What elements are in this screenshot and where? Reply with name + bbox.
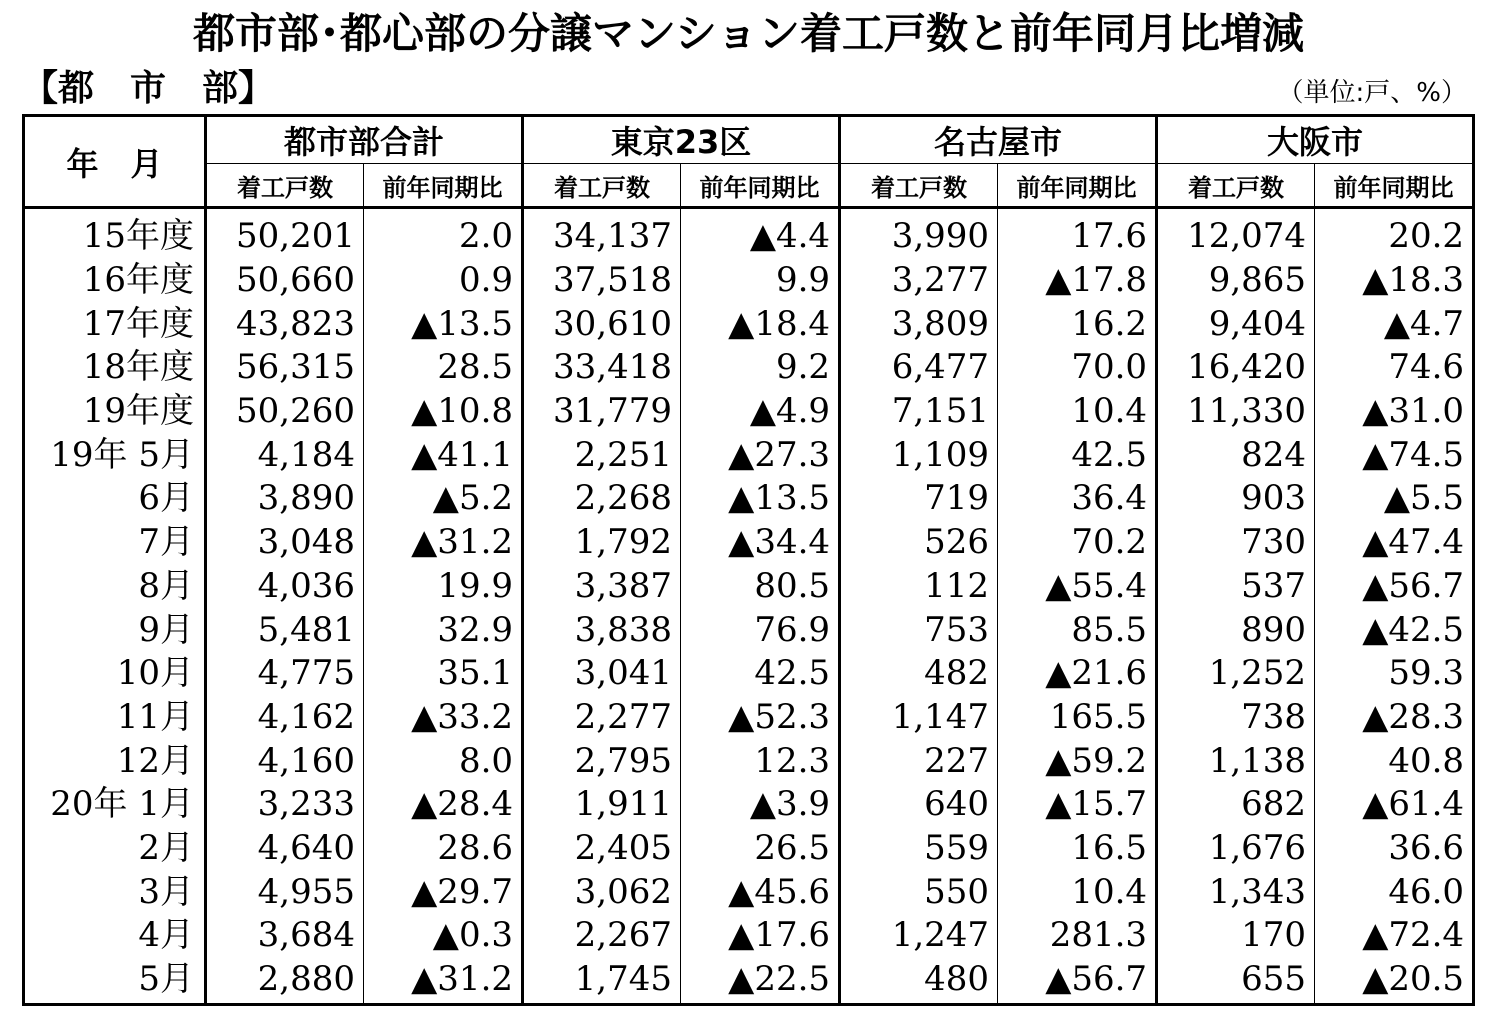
cell-yoy: ▲59.2 — [998, 739, 1157, 783]
table-header — [24, 116, 1474, 208]
cell-yoy: 26.5 — [681, 827, 840, 871]
cell-yoy: 76.9 — [681, 608, 840, 652]
cell-yoy: 165.5 — [998, 696, 1157, 740]
cell-starts: 3,062 — [523, 870, 681, 914]
cell-yoy: 281.3 — [998, 914, 1157, 958]
cell-starts: 4,160 — [206, 739, 364, 783]
cell-starts: 3,387 — [523, 565, 681, 609]
cell-starts: 3,233 — [206, 783, 364, 827]
cell-yoy: 40.8 — [1315, 739, 1474, 783]
cell-yoy: 0.9 — [364, 259, 523, 303]
cell-starts: 5,481 — [206, 608, 364, 652]
cell-yoy: 8.0 — [364, 739, 523, 783]
unit-label: （単位:戸、%） — [1277, 78, 1467, 108]
cell-yoy: 10.4 — [998, 390, 1157, 434]
cell-yoy: ▲42.5 — [1315, 608, 1474, 652]
cell-starts: 9,404 — [1157, 302, 1315, 346]
cell-starts: 3,048 — [206, 521, 364, 565]
cell-starts: 903 — [1157, 477, 1315, 521]
cell-starts: 2,267 — [523, 914, 681, 958]
cell-yoy: ▲21.6 — [998, 652, 1157, 696]
sub-header-yoy: 前年同期比 — [1315, 164, 1474, 208]
cell-yoy: 59.3 — [1315, 652, 1474, 696]
row-period: 9月 — [24, 608, 206, 652]
table-row — [24, 259, 1474, 303]
cell-starts: 31,779 — [523, 390, 681, 434]
table-row — [24, 565, 1474, 609]
cell-starts: 753 — [840, 608, 998, 652]
cell-yoy: ▲18.4 — [681, 302, 840, 346]
row-period: 10月 — [24, 652, 206, 696]
cell-yoy: ▲55.4 — [998, 565, 1157, 609]
page-title: 都市部･都心部の分譲マンション着工戸数と前年同月比増減 — [192, 9, 1305, 58]
cell-starts: 3,684 — [206, 914, 364, 958]
cell-yoy: 36.4 — [998, 477, 1157, 521]
table-row — [24, 608, 1474, 652]
cell-starts: 482 — [840, 652, 998, 696]
cell-starts: 537 — [1157, 565, 1315, 609]
cell-yoy: ▲10.8 — [364, 390, 523, 434]
cell-yoy: ▲56.7 — [1315, 565, 1474, 609]
cell-starts: 3,041 — [523, 652, 681, 696]
cell-yoy: ▲5.2 — [364, 477, 523, 521]
cell-yoy: ▲47.4 — [1315, 521, 1474, 565]
group-header-osaka: 大阪市 — [1157, 116, 1474, 164]
cell-yoy: ▲20.5 — [1315, 958, 1474, 1005]
row-period: 17年度 — [24, 302, 206, 346]
row-period: 2月 — [24, 827, 206, 871]
cell-yoy: ▲4.7 — [1315, 302, 1474, 346]
cell-starts: 50,260 — [206, 390, 364, 434]
table-row — [24, 521, 1474, 565]
cell-yoy: 42.5 — [998, 433, 1157, 477]
cell-yoy: ▲45.6 — [681, 870, 840, 914]
cell-yoy: 74.6 — [1315, 346, 1474, 390]
cell-yoy: 16.5 — [998, 827, 1157, 871]
cell-yoy: ▲34.4 — [681, 521, 840, 565]
table-row — [24, 346, 1474, 390]
row-period: 8月 — [24, 565, 206, 609]
cell-starts: 1,792 — [523, 521, 681, 565]
sub-header-yoy: 前年同期比 — [364, 164, 523, 208]
cell-starts: 480 — [840, 958, 998, 1005]
sub-header-row — [24, 164, 1474, 208]
cell-starts: 2,277 — [523, 696, 681, 740]
cell-starts: 227 — [840, 739, 998, 783]
cell-yoy: ▲17.6 — [681, 914, 840, 958]
table-row — [24, 914, 1474, 958]
cell-starts: 4,955 — [206, 870, 364, 914]
cell-yoy: 32.9 — [364, 608, 523, 652]
cell-yoy: ▲33.2 — [364, 696, 523, 740]
cell-starts: 1,247 — [840, 914, 998, 958]
row-period: 11月 — [24, 696, 206, 740]
cell-starts: 730 — [1157, 521, 1315, 565]
cell-yoy: 80.5 — [681, 565, 840, 609]
group-header-tokyo-23-wards: 東京23区 — [523, 116, 840, 164]
table-row — [24, 477, 1474, 521]
sub-header-starts: 着工戸数 — [840, 164, 998, 208]
cell-yoy: 46.0 — [1315, 870, 1474, 914]
cell-yoy: ▲27.3 — [681, 433, 840, 477]
cell-yoy: ▲17.8 — [998, 259, 1157, 303]
table-row — [24, 827, 1474, 871]
sub-header-yoy: 前年同期比 — [681, 164, 840, 208]
cell-starts: 2,251 — [523, 433, 681, 477]
cell-yoy: 85.5 — [998, 608, 1157, 652]
cell-starts: 50,660 — [206, 259, 364, 303]
housing-starts-table — [22, 114, 1475, 1006]
cell-yoy: 17.6 — [998, 208, 1157, 259]
cell-starts: 56,315 — [206, 346, 364, 390]
cell-yoy: ▲74.5 — [1315, 433, 1474, 477]
cell-starts: 719 — [840, 477, 998, 521]
cell-starts: 1,745 — [523, 958, 681, 1005]
cell-starts: 1,911 — [523, 783, 681, 827]
cell-yoy: ▲22.5 — [681, 958, 840, 1005]
cell-starts: 11,330 — [1157, 390, 1315, 434]
cell-starts: 9,865 — [1157, 259, 1315, 303]
row-period: 20年 1月 — [24, 783, 206, 827]
cell-yoy: ▲4.4 — [681, 208, 840, 259]
cell-starts: 30,610 — [523, 302, 681, 346]
cell-starts: 43,823 — [206, 302, 364, 346]
cell-yoy: ▲18.3 — [1315, 259, 1474, 303]
cell-starts: 170 — [1157, 914, 1315, 958]
table-row — [24, 739, 1474, 783]
cell-starts: 2,268 — [523, 477, 681, 521]
cell-yoy: ▲13.5 — [364, 302, 523, 346]
cell-yoy: ▲56.7 — [998, 958, 1157, 1005]
sub-header-starts: 着工戸数 — [523, 164, 681, 208]
row-period: 7月 — [24, 521, 206, 565]
cell-starts: 2,795 — [523, 739, 681, 783]
cell-starts: 824 — [1157, 433, 1315, 477]
cell-yoy: 70.0 — [998, 346, 1157, 390]
cell-starts: 33,418 — [523, 346, 681, 390]
cell-starts: 4,162 — [206, 696, 364, 740]
cell-yoy: 9.2 — [681, 346, 840, 390]
row-period: 3月 — [24, 870, 206, 914]
cell-starts: 4,775 — [206, 652, 364, 696]
cell-starts: 4,640 — [206, 827, 364, 871]
cell-starts: 682 — [1157, 783, 1315, 827]
cell-starts: 34,137 — [523, 208, 681, 259]
month-column-header: 年 月 — [24, 116, 206, 208]
cell-starts: 112 — [840, 565, 998, 609]
cell-starts: 6,477 — [840, 346, 998, 390]
section-label: 【都 市 部】 — [22, 68, 275, 109]
cell-starts: 738 — [1157, 696, 1315, 740]
cell-starts: 4,036 — [206, 565, 364, 609]
cell-yoy: ▲52.3 — [681, 696, 840, 740]
cell-starts: 2,405 — [523, 827, 681, 871]
cell-starts: 1,109 — [840, 433, 998, 477]
table-row — [24, 433, 1474, 477]
cell-yoy: ▲5.5 — [1315, 477, 1474, 521]
cell-yoy: 12.3 — [681, 739, 840, 783]
table-row — [24, 302, 1474, 346]
sub-header-starts: 着工戸数 — [206, 164, 364, 208]
cell-starts: 3,990 — [840, 208, 998, 259]
cell-yoy: 70.2 — [998, 521, 1157, 565]
cell-starts: 655 — [1157, 958, 1315, 1005]
cell-yoy: ▲28.3 — [1315, 696, 1474, 740]
cell-yoy: 20.2 — [1315, 208, 1474, 259]
cell-starts: 1,252 — [1157, 652, 1315, 696]
cell-yoy: 36.6 — [1315, 827, 1474, 871]
cell-starts: 559 — [840, 827, 998, 871]
cell-yoy: ▲15.7 — [998, 783, 1157, 827]
cell-yoy: ▲41.1 — [364, 433, 523, 477]
cell-yoy: 2.0 — [364, 208, 523, 259]
cell-starts: 1,676 — [1157, 827, 1315, 871]
table-row — [24, 652, 1474, 696]
table-row — [24, 783, 1474, 827]
group-header-nagoya: 名古屋市 — [840, 116, 1157, 164]
cell-starts: 16,420 — [1157, 346, 1315, 390]
cell-starts: 7,151 — [840, 390, 998, 434]
cell-yoy: 10.4 — [998, 870, 1157, 914]
row-period: 6月 — [24, 477, 206, 521]
table-body — [24, 208, 1474, 1005]
cell-starts: 550 — [840, 870, 998, 914]
cell-yoy: ▲3.9 — [681, 783, 840, 827]
table-row — [24, 208, 1474, 259]
cell-starts: 1,138 — [1157, 739, 1315, 783]
sub-header-yoy: 前年同期比 — [998, 164, 1157, 208]
cell-starts: 526 — [840, 521, 998, 565]
cell-starts: 640 — [840, 783, 998, 827]
row-period: 15年度 — [24, 208, 206, 259]
cell-yoy: ▲13.5 — [681, 477, 840, 521]
cell-yoy: 35.1 — [364, 652, 523, 696]
row-period: 18年度 — [24, 346, 206, 390]
cell-starts: 3,838 — [523, 608, 681, 652]
cell-yoy: ▲31.0 — [1315, 390, 1474, 434]
cell-yoy: ▲31.2 — [364, 521, 523, 565]
cell-yoy: ▲28.4 — [364, 783, 523, 827]
table-row — [24, 870, 1474, 914]
group-header-urban-total: 都市部合計 — [206, 116, 523, 164]
cell-yoy: 28.6 — [364, 827, 523, 871]
cell-yoy: ▲4.9 — [681, 390, 840, 434]
cell-yoy: ▲31.2 — [364, 958, 523, 1005]
table-row — [24, 390, 1474, 434]
cell-yoy: ▲29.7 — [364, 870, 523, 914]
cell-starts: 1,147 — [840, 696, 998, 740]
cell-yoy: ▲0.3 — [364, 914, 523, 958]
cell-yoy: 28.5 — [364, 346, 523, 390]
cell-starts: 2,880 — [206, 958, 364, 1005]
table-row — [24, 958, 1474, 1005]
cell-starts: 4,184 — [206, 433, 364, 477]
row-period: 12月 — [24, 739, 206, 783]
group-header-row — [24, 116, 1474, 164]
cell-starts: 1,343 — [1157, 870, 1315, 914]
cell-starts: 12,074 — [1157, 208, 1315, 259]
cell-yoy: 42.5 — [681, 652, 840, 696]
cell-yoy: 16.2 — [998, 302, 1157, 346]
sub-header-starts: 着工戸数 — [1157, 164, 1315, 208]
row-period: 19年 5月 — [24, 433, 206, 477]
row-period: 5月 — [24, 958, 206, 1005]
cell-yoy: ▲61.4 — [1315, 783, 1474, 827]
cell-starts: 3,890 — [206, 477, 364, 521]
cell-starts: 50,201 — [206, 208, 364, 259]
cell-starts: 37,518 — [523, 259, 681, 303]
row-period: 4月 — [24, 914, 206, 958]
table-row — [24, 696, 1474, 740]
cell-starts: 890 — [1157, 608, 1315, 652]
cell-yoy: ▲72.4 — [1315, 914, 1474, 958]
row-period: 16年度 — [24, 259, 206, 303]
cell-yoy: 9.9 — [681, 259, 840, 303]
cell-starts: 3,277 — [840, 259, 998, 303]
cell-yoy: 19.9 — [364, 565, 523, 609]
row-period: 19年度 — [24, 390, 206, 434]
cell-starts: 3,809 — [840, 302, 998, 346]
